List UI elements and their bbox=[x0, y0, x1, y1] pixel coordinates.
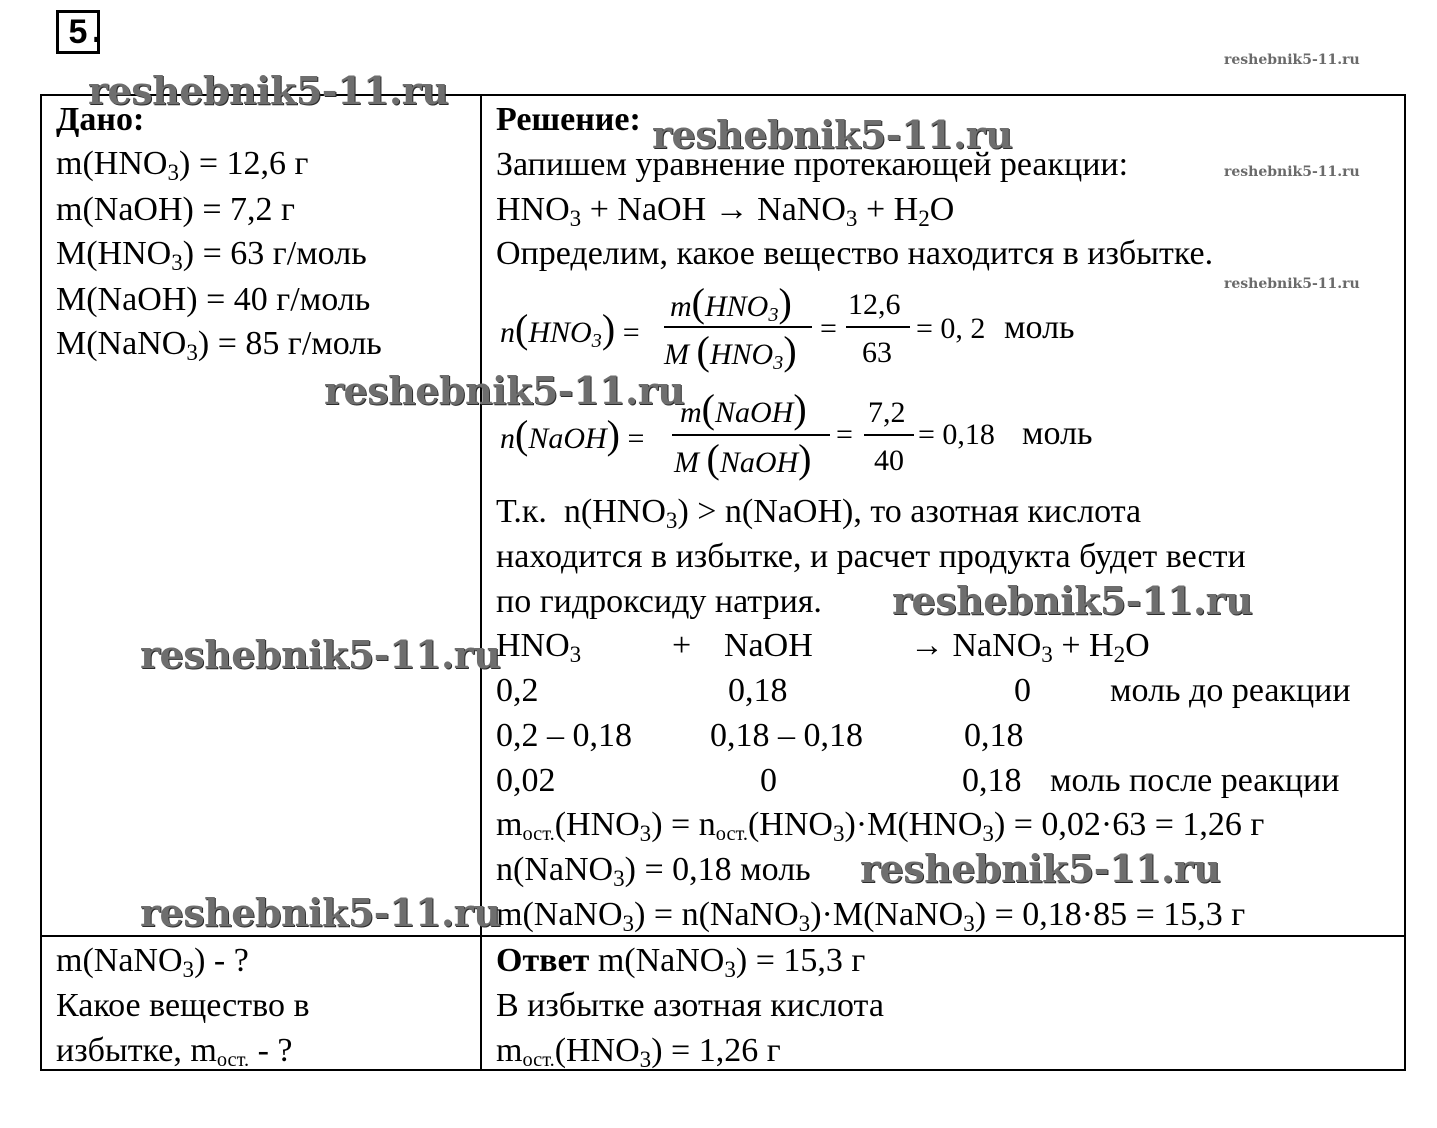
rt-row3-c2: 0 bbox=[760, 762, 777, 799]
given-line-5: M(NaNO$_3$) = 85 г/моль bbox=[56, 325, 382, 366]
rt-row3-c1: 0,02 bbox=[496, 762, 556, 799]
formula1-value-numerator: 12,6 bbox=[848, 288, 901, 321]
calc-line-1: $mост.(HNO_3)$ = $nост.(HNO_3)\cdot M(HNO_3) = 0,02\cdot 63 = 1,26$ г bbox=[496, 806, 1265, 847]
answer-line-2: В избытке азотная кислота bbox=[496, 987, 884, 1024]
watermark-7: reshebnik5-11.ru bbox=[140, 890, 501, 935]
given-header: Дано: bbox=[56, 101, 145, 138]
formula1-eq: = bbox=[820, 312, 837, 345]
formula1-numerator: $m(HNO_3)$ bbox=[670, 280, 792, 327]
rt-row3-c4: моль после реакции bbox=[1050, 762, 1340, 799]
rt-header-hno3: $HNO_3$ bbox=[496, 627, 582, 668]
reasoning-line-1: Т.к. $n(HNO_3)$ > n(NaOH), то азотная кислота bbox=[496, 493, 1142, 534]
formula1-lhs: $n(HNO_3)$ = bbox=[500, 306, 640, 353]
problem-number: 5 bbox=[56, 10, 100, 54]
table-divider-horizontal bbox=[40, 935, 1406, 937]
rt-header-naoh: NaOH bbox=[724, 627, 813, 664]
find-line-1: m(NaNO$_3$) - ? bbox=[56, 942, 249, 983]
given-line-3: $M(HNO_3) = 63$ г/моль bbox=[56, 235, 367, 276]
reaction-equation: $HNO_3$ + NaOH → NaNO$_3$ + $H_2O$ bbox=[496, 191, 955, 232]
problem-number-dot: . bbox=[92, 12, 102, 50]
watermark-2: reshebnik5-11.ru bbox=[652, 112, 1013, 157]
watermark-3: reshebnik5-11.ru bbox=[324, 368, 685, 413]
formula2-numerator: m(NaOH) bbox=[680, 386, 807, 431]
solution-header: Решение: bbox=[496, 101, 641, 138]
rt-row2-c3: 0,18 bbox=[964, 717, 1024, 754]
excess-question: Определим, какое вещество находится в избытке. bbox=[496, 235, 1214, 272]
watermark-4: reshebnik5-11.ru bbox=[892, 578, 1253, 623]
watermark-5: reshebnik5-11.ru bbox=[140, 632, 501, 677]
calc-line-3: m(NaNO$_3$) = n(NaNO$_3$)·M(NaNO$_3$) = 0,18·85 = 15,3 г bbox=[496, 896, 1246, 937]
watermark-1: reshebnik5-11.ru bbox=[88, 68, 449, 113]
formula2-lhs: n(NaOH) = bbox=[500, 412, 645, 457]
rt-row2-c1: 0,2 – 0,18 bbox=[496, 717, 632, 754]
solution-intro: Запишем уравнение протекающей реакции: bbox=[496, 146, 1129, 183]
formula1-value-bar bbox=[846, 326, 910, 328]
table-border-left bbox=[40, 94, 42, 1071]
watermark-small-2: reshebnik5-11.ru bbox=[1224, 164, 1360, 180]
formula1-denominator: M $(HNO_3)$ bbox=[664, 328, 797, 375]
watermark-small-3: reshebnik5-11.ru bbox=[1224, 276, 1360, 292]
rt-header-products: → NaNO$_3$ + $H_2O$ bbox=[910, 627, 1150, 668]
formula2-result: = 0,18 bbox=[918, 418, 995, 451]
reasoning-line-2: находится в избытке, и расчет продукта будет вести bbox=[496, 538, 1246, 575]
watermark-6: reshebnik5-11.ru bbox=[860, 846, 1221, 891]
rt-header-plus: + bbox=[672, 627, 692, 664]
watermark-small-1: reshebnik5-11.ru bbox=[1224, 52, 1360, 68]
given-line-1: $m(HNO_3) = 12,6$ г bbox=[56, 145, 309, 186]
given-line-4: M(NaOH) = 40 г/моль bbox=[56, 281, 371, 318]
formula1-result: = 0, 2 bbox=[916, 312, 986, 345]
formula1-value-denominator: 63 bbox=[862, 336, 892, 369]
rt-row1-c3: 0 bbox=[1014, 672, 1031, 709]
rt-row1-c2: 0,18 bbox=[728, 672, 788, 709]
rt-row1-c1: 0,2 bbox=[496, 672, 539, 709]
find-line-2: Какое вещество в bbox=[56, 987, 310, 1024]
reasoning-line-3: по гидроксиду натрия. bbox=[496, 583, 822, 620]
formula2-value-numerator: 7,2 bbox=[868, 396, 906, 429]
formula2-denominator: M (NaOH) bbox=[674, 436, 812, 481]
rt-row1-c4: моль до реакции bbox=[1110, 672, 1351, 709]
formula1-unit: моль bbox=[1004, 309, 1075, 346]
formula2-value-denominator: 40 bbox=[874, 444, 904, 477]
formula2-unit: моль bbox=[1022, 415, 1093, 452]
formula2-eq: = bbox=[836, 418, 853, 451]
given-line-2: m(NaOH) = 7,2 г bbox=[56, 191, 295, 228]
find-line-3: избытке, mост. - ? bbox=[56, 1032, 293, 1072]
calc-line-2: n(NaNO$_3$) = 0,18 моль bbox=[496, 851, 811, 892]
answer-label: Ответ bbox=[496, 942, 590, 979]
answer-line-1: Ответ m(NaNO$_3$) = 15,3 г bbox=[496, 942, 866, 983]
formula2-value-bar bbox=[864, 434, 914, 436]
answer-line-3: $mост.(HNO_3) = 1,26$ г bbox=[496, 1032, 781, 1073]
rt-row3-c3: 0,18 bbox=[962, 762, 1022, 799]
rt-row2-c2: 0,18 – 0,18 bbox=[710, 717, 863, 754]
table-border-right bbox=[1404, 94, 1406, 1071]
